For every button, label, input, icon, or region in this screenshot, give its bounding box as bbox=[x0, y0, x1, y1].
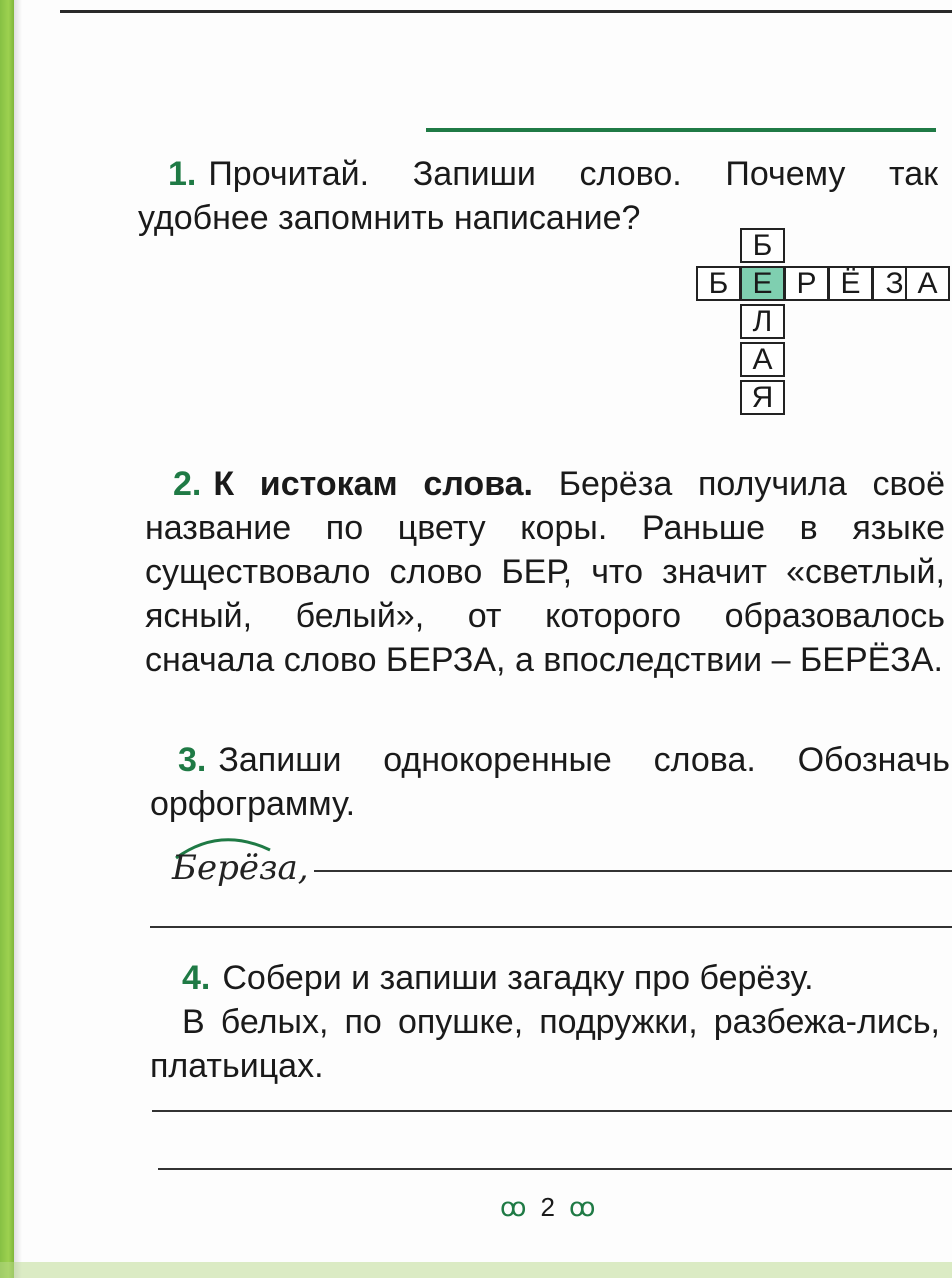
crossword-cell: А bbox=[740, 342, 785, 377]
exercise-3 bbox=[150, 738, 950, 826]
exercise-1-text: Прочитай. Запиши слово. Почему так удобнее запомнить написание? bbox=[138, 155, 938, 237]
book-spine bbox=[0, 0, 14, 1278]
crossword-cell: Б bbox=[740, 228, 785, 263]
page-number bbox=[500, 1192, 595, 1223]
exercise-4-text: Собери и запиши загадку про берёзу. bbox=[222, 959, 814, 997]
answer-line bbox=[150, 926, 952, 928]
exercise-4-number: 4. bbox=[182, 959, 211, 997]
page-number-value: 2 bbox=[540, 1192, 555, 1222]
exercise-2-text: Берёза получила своё название по цвету коры. Раньше в языке существовало слово БЕР, что значит «светлый, ясный, белый», от которого образовалось сначала слово БЕРЗА, а впоследствии – БЕРЁЗА. bbox=[145, 465, 945, 679]
crossword-cell: Б bbox=[696, 266, 741, 301]
crossword-cell: А bbox=[905, 266, 950, 301]
crossword-cell: Ё bbox=[828, 266, 873, 301]
answer-line bbox=[152, 1110, 952, 1112]
top-edge-line bbox=[60, 10, 952, 13]
riddle-words: В белых, по опушке, подружки, разбежа-лись, платьицах. bbox=[150, 1003, 940, 1085]
ornament-left-icon: ꝏ bbox=[500, 1192, 527, 1222]
answer-line bbox=[158, 1168, 952, 1170]
sample-word: Берёза, bbox=[172, 848, 309, 888]
exercise-3-text: Запиши однокоренные слова. Обозначь орфограмму. bbox=[150, 741, 950, 823]
exercise-2 bbox=[145, 462, 945, 682]
crossword-cell: Я bbox=[740, 380, 785, 415]
answer-line bbox=[314, 870, 952, 872]
crossword-cell: Л bbox=[740, 304, 785, 339]
exercise-3-number: 3. bbox=[178, 741, 207, 779]
exercise-2-title: К истокам слова. bbox=[213, 465, 533, 503]
crossword-cell: Р bbox=[784, 266, 829, 301]
crossword-cell-highlight: Е bbox=[740, 266, 785, 301]
exercise-4 bbox=[150, 956, 950, 1000]
header-rule bbox=[426, 128, 936, 132]
exercise-1 bbox=[138, 152, 938, 240]
spine-shadow bbox=[14, 0, 22, 1278]
ornament-right-icon: ꝏ bbox=[568, 1192, 596, 1222]
bottom-edge bbox=[0, 1262, 952, 1278]
exercise-2-number: 2. bbox=[173, 465, 202, 503]
crossword-cell: З bbox=[872, 266, 917, 301]
exercise-1-number: 1. bbox=[168, 155, 197, 193]
